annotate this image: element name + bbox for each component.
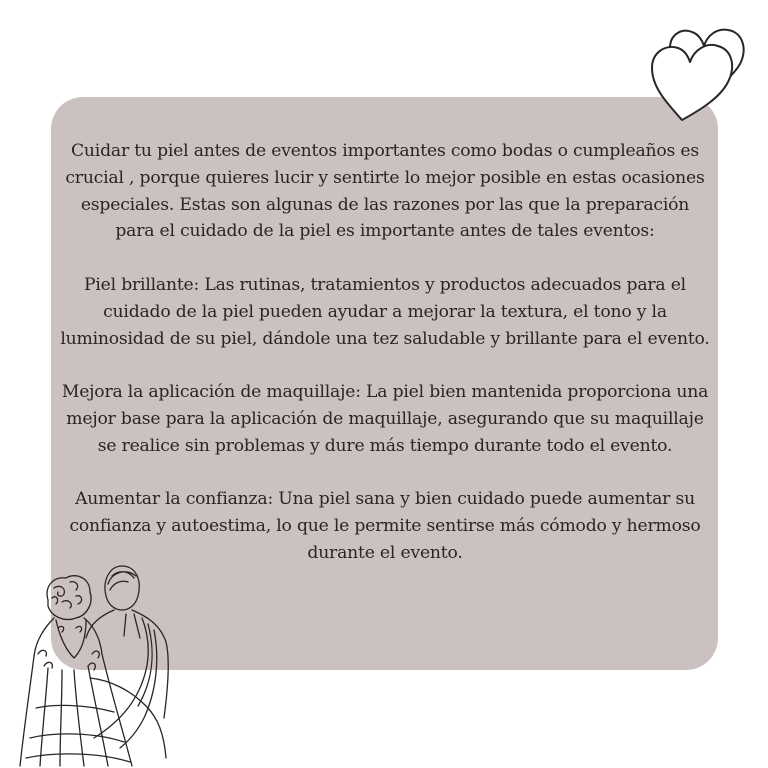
groom-hair <box>108 572 136 590</box>
bride-back <box>34 618 102 658</box>
hearts-icon <box>644 10 762 125</box>
groom-body <box>86 610 168 718</box>
paragraph-glowing-skin: Piel brillante: Las rutinas, tratamientos y productos adecuados para el cuidado de la piel pueden ayudar a mejorar la textura, el tono y la luminosidad de su piel, dándole una tez saludable y brillante para el evento. <box>60 274 710 349</box>
bride-hair-curls <box>52 582 82 608</box>
groom-sash <box>94 618 157 748</box>
paragraph-intro: Cuidar tu piel antes de eventos importantes como bodas o cumpleaños es crucial , porque quieres lucir y sentirte lo mejor posible en estas ocasiones especiales. Estas son algunas de las razones por las que la preparación para el cuidado de la piel es importante antes de tales eventos: <box>65 141 705 242</box>
article-text <box>60 138 710 594</box>
bride-hair <box>47 576 91 620</box>
veil <box>90 678 166 758</box>
bride-lace <box>38 626 99 670</box>
front-heart-outline <box>652 45 732 120</box>
wedding-couple-icon <box>14 558 204 768</box>
paragraph-makeup: Mejora la aplicación de maquillaje: La piel bien mantenida proporciona una mejor base para la aplicación de maquillaje, asegurando que su maquillaje se realice sin problemas y dure más tiempo durante todo el evento. <box>61 382 709 456</box>
paragraph-confidence: Aumentar la confianza: Una piel sana y bien cuidado puede aumentar su confianza y autoestima, lo que le permite sentirse más cómodo y hermoso durante el evento. <box>69 489 701 563</box>
bride-skirt <box>20 654 132 766</box>
